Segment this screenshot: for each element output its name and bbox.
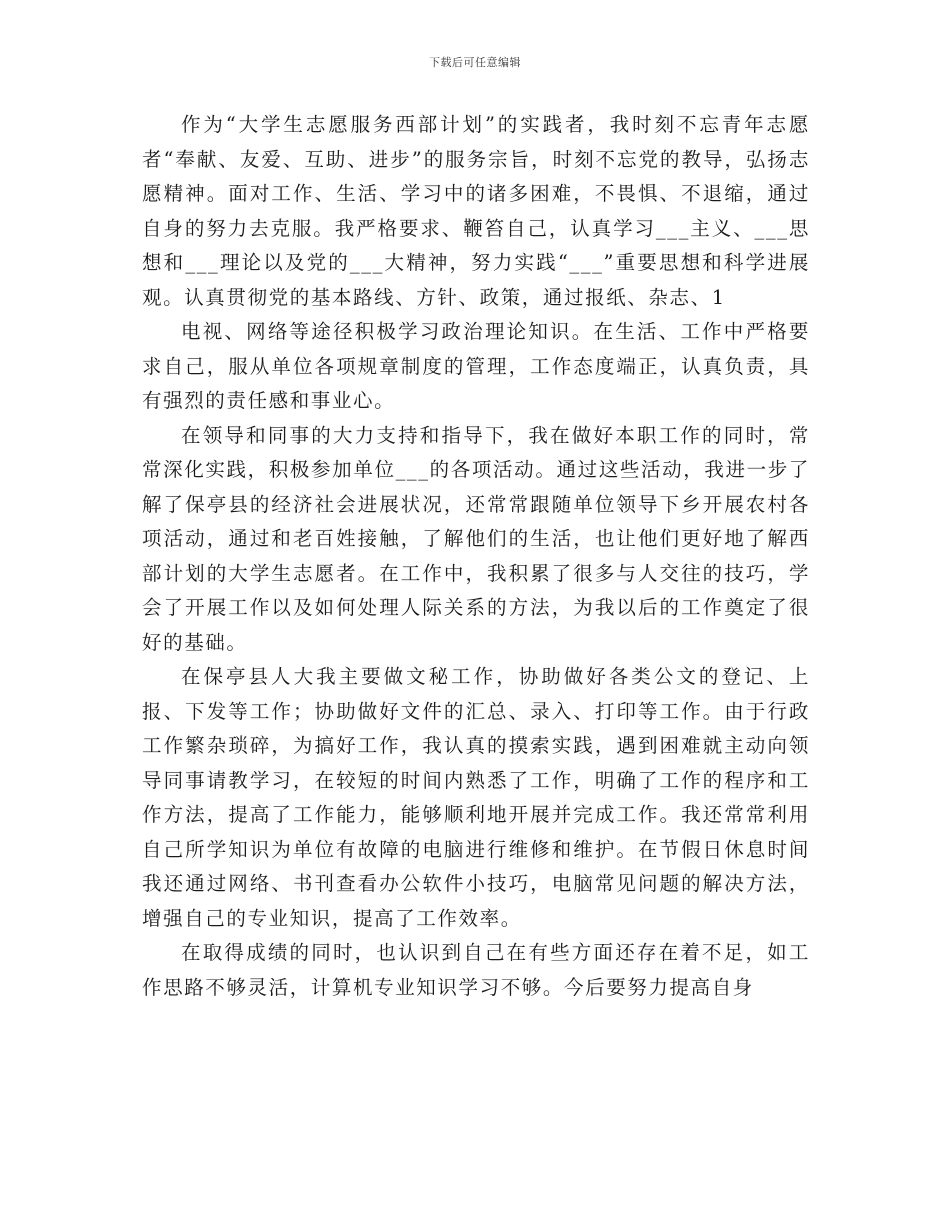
document-body	[142, 108, 810, 1005]
paragraph-1: 作为“大学生志愿服务西部计划”的实践者，我时刻不忘青年志愿者“奉献、友爱、互助、进步”的服务宗旨，时刻不忘党的教导，弘扬志愿精神。面对工作、生活、学习中的诸多困难，不畏惧、不退缩，通过自身的努力去克服。我严格要求、鞭笞自己，认真学习___主义、___思想和___理论以及党的___大精神，努力实践“___”重要思想和科学进展观。认真贯彻党的基本路线、方针、政策，通过报纸、杂志、1	[142, 113, 810, 309]
paragraph-3: 在领导和同事的大力支持和指导下，我在做好本职工作的同时，常常深化实践，积极参加单位___的各项活动。通过这些活动，我进一步了解了保亭县的经济社会进展状况，还常常跟随单位领导下乡开展农村各项活动，通过和老百姓接触，了解他们的生活，也让他们更好地了解西部计划的大学生志愿者。在工作中，我积累了很多与人交往的技巧，学会了开展工作以及如何处理人际关系的方法，为我以后的工作奠定了很好的基础。	[142, 423, 810, 654]
paragraph-4: 在保亭县人大我主要做文秘工作，协助做好各类公文的登记、上报、下发等工作；协助做好文件的汇总、录入、打印等工作。由于行政工作繁杂琐碎，为搞好工作，我认真的摸索实践，遇到困难就主动向领导同事请教学习，在较短的时间内熟悉了工作，明确了工作的程序和工作方法，提高了工作能力，能够顺利地开展并完成工作。我还常常利用自己所学知识为单位有故障的电脑进行维修和维护。在节假日休息时间我还通过网络、书刊查看办公软件小技巧，电脑常见问题的解决方法，增强自己的专业知识，提高了工作效率。	[142, 665, 810, 930]
page-header-note: 下载后可任意编辑	[429, 56, 521, 69]
paragraph-5: 在取得成绩的同时，也认识到自己在有些方面还存在着不足，如工作思路不够灵活，计算机专业知识学习不够。今后要努力提高自身	[142, 941, 810, 999]
paragraph-2: 电视、网络等途径积极学习政治理论知识。在生活、工作中严格要求自己，服从单位各项规章制度的管理，工作态度端正，认真负责，具有强烈的责任感和事业心。	[142, 320, 810, 412]
